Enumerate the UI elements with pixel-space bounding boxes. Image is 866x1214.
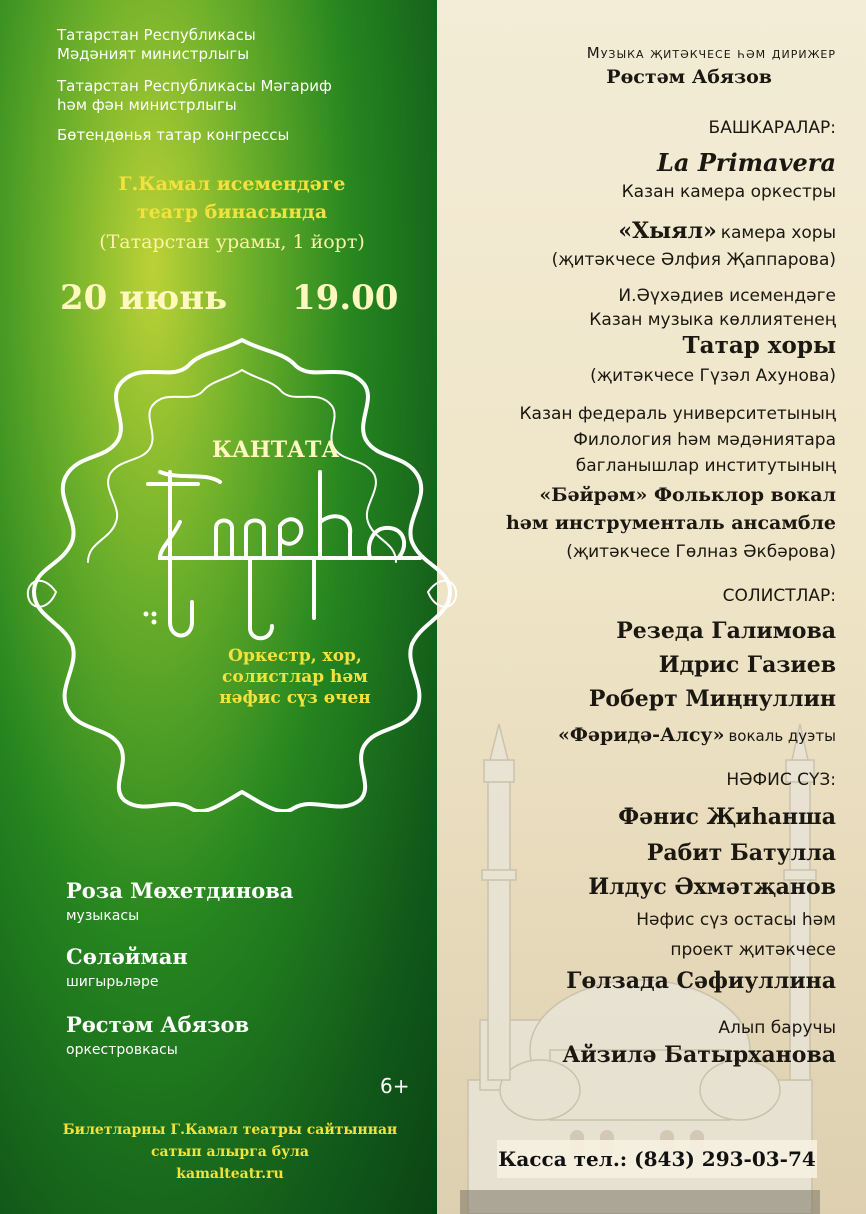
event-date: 20 июнь xyxy=(60,278,228,318)
performer-3-line-2: Казан музыка көллиятенең xyxy=(589,310,836,330)
recitation-heading: НӘФИС СҮЗ: xyxy=(726,770,836,790)
director-name: Рөстәм Абязов xyxy=(606,66,772,88)
event-subtitle-2: солистлар һәм xyxy=(222,667,368,687)
soloist-2: Идрис Газиев xyxy=(658,652,836,678)
organizer-1a: Татарстан Республикасы xyxy=(57,26,256,44)
soloists-heading: СОЛИСТЛАР: xyxy=(722,586,836,606)
master-line-1: Нәфис сүз остасы һәм xyxy=(636,910,836,930)
duet-line xyxy=(558,724,836,746)
performer-4-line-1: Казан федераль университетының xyxy=(519,404,836,424)
soloist-1: Резеда Галимова xyxy=(616,618,836,644)
venue-address: (Татарстан урамы, 1 йорт) xyxy=(99,231,365,253)
box-office-phone[interactable] xyxy=(497,1140,817,1178)
venue-line-1: Г.Камал исемендәге xyxy=(118,173,346,195)
poet-role: шигырьләре xyxy=(66,974,159,990)
performer-2-name: «Хыял» xyxy=(618,218,717,244)
performer-1-desc: Казан камера оркестры xyxy=(621,182,836,202)
host-name: Айзилә Батырханова xyxy=(562,1042,836,1068)
master-line-2: проект җитәкчесе xyxy=(670,940,836,960)
performer-1-name: La Primavera xyxy=(657,148,836,177)
organizer-3: Бөтендөнья татар конгрессы xyxy=(57,126,290,144)
orchestrator-role: оркестровкасы xyxy=(66,1042,178,1058)
composer-name: Роза Мөхетдинова xyxy=(66,878,294,903)
host-label: Алып баручы xyxy=(718,1018,836,1038)
organizer-2a: Татарстан Республикасы Мәгариф xyxy=(57,77,332,95)
reciter-3: Илдус Әхмәтҗанов xyxy=(588,874,836,900)
tickets-line-2: сатып алырга була xyxy=(151,1144,309,1160)
venue-line-2: театр бинасында xyxy=(136,201,328,223)
duet-desc: вокаль дуэты xyxy=(728,727,836,745)
event-subtitle xyxy=(175,646,415,709)
phone-number: (843) 293-03-74 xyxy=(634,1147,816,1171)
performer-4-lead: (җитәкчесе Гөлназ Әкбәрова) xyxy=(566,542,836,562)
performer-4-line-2: Филология һәм мәдәниятара xyxy=(573,430,836,450)
performer-4-name-2: һәм инструменталь ансамбле xyxy=(505,512,836,534)
performers-heading: БАШКАРАЛАР: xyxy=(708,118,836,138)
event-subtitle-3: нәфис сүз өчен xyxy=(219,688,371,708)
composer-role: музыкасы xyxy=(66,908,140,924)
soloist-3: Роберт Миңнуллин xyxy=(588,686,836,712)
tickets-site-link[interactable]: kamalteatr.ru xyxy=(176,1166,284,1182)
performer-2-line xyxy=(618,218,836,244)
performer-2-lead: (җитәкчесе Әлфия Җаппарова) xyxy=(551,250,836,270)
performer-4-line-3: багланышлар институтының xyxy=(575,456,836,476)
reciter-1: Фәнис Җиһанша xyxy=(618,804,836,830)
event-title xyxy=(140,508,410,559)
performer-3-name: Татар хоры xyxy=(682,332,836,359)
tickets-line-1: Билетларны Г.Камал театры сайтыннан xyxy=(62,1122,398,1138)
event-time: 19.00 xyxy=(292,278,399,318)
performer-2-desc: камера хоры xyxy=(720,223,836,243)
performer-4-name-1: «Бәйрәм» Фольклор вокал xyxy=(539,484,836,506)
master-name: Гөлзада Сәфиуллина xyxy=(566,968,836,994)
event-kind: КАНТАТА xyxy=(212,437,340,463)
director-label: Музыка җитәкчесе һәм дирижер xyxy=(586,44,836,62)
poet-name: Сөләйман xyxy=(66,944,188,969)
organizer-2b: һәм фән министрлыгы xyxy=(57,96,237,114)
duet-name: «Фәридә-Алсу» xyxy=(557,724,725,746)
performer-3-line-1: И.Әүхәдиев исемендәге xyxy=(618,286,836,306)
phone-label: Касса тел.: xyxy=(498,1147,628,1171)
organizer-1b: Мәдәният министрлыгы xyxy=(57,45,250,63)
orchestrator-name: Рөстәм Абязов xyxy=(66,1012,250,1037)
reciter-2: Рабит Батулла xyxy=(646,840,836,866)
ornament-frame-icon xyxy=(20,322,465,812)
age-rating-badge: 6+ xyxy=(380,1074,410,1098)
performer-3-lead: (җитәкчесе Гүзәл Ахунова) xyxy=(590,366,836,386)
event-subtitle-1: Оркестр, хор, xyxy=(228,646,362,666)
